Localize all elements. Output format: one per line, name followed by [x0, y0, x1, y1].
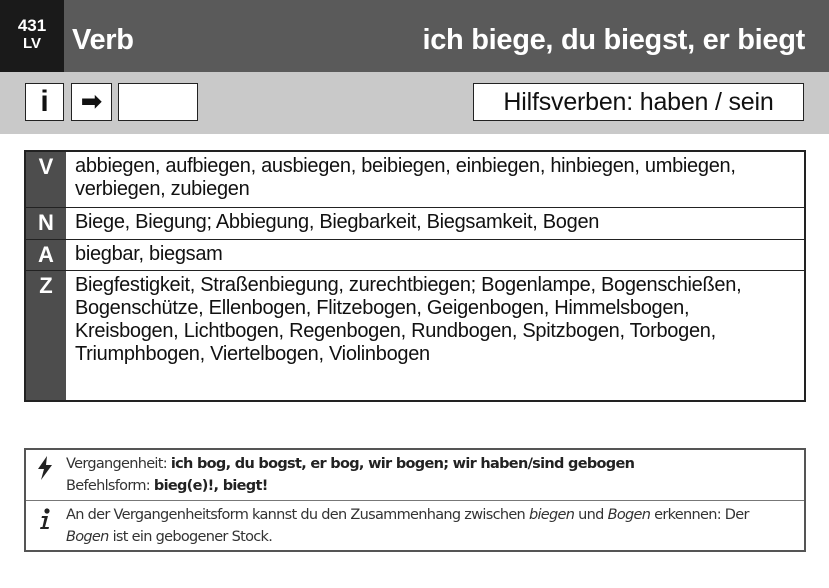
- row-content: abbiegen, aufbiegen, ausbiegen, beibiegen, einbiegen, hinbiegen, umbiegen, verbiegen, zubiegen: [75, 155, 736, 200]
- table-row-adjectives: [26, 240, 804, 271]
- info-text: erkennen: Der: [654, 507, 749, 523]
- row-content: Biege, Biegung; Abbiegung, Biegbarkeit, Biegsamkeit, Bogen: [75, 211, 600, 233]
- info-word: biegen: [528, 507, 575, 523]
- table-row-compounds: [26, 271, 804, 400]
- table-row-verbs: [26, 152, 804, 208]
- card-number: 431: [17, 16, 47, 35]
- past-label: Vergangenheit:: [66, 456, 167, 472]
- empty-box: [118, 83, 198, 121]
- lightning-icon: [26, 450, 64, 500]
- row-letter: V: [26, 152, 66, 207]
- row-letter: A: [26, 240, 66, 270]
- row-content: Biegfestigkeit, Straßenbiegung, zurechtbiegen; Bogenlampe, Bogenschießen, Bogenschütze, Ellenbogen, Flitzebogen, Geigenbogen, Himmelsbogen, Kreisbogen, Lichtbogen, Regenbogen, Rundbogen, Spitzbogen, Torbogen, Triumphbogen, Viertelbogen, Violinbogen: [75, 274, 742, 365]
- info-icon: [26, 501, 64, 550]
- imperative-value: bieg(e)!, biegt!: [153, 478, 268, 494]
- conjugation-title: ich biege, du biegst, er biegt: [422, 24, 805, 56]
- note-row-info: [26, 500, 804, 550]
- card-number-badge: [0, 0, 64, 72]
- info-word: Bogen: [607, 507, 651, 523]
- row-content: biegbar, biegsam: [75, 243, 223, 265]
- note-text-info: [64, 501, 804, 550]
- past-value: ich bog, du bogst, er bog, wir bogen; wir haben/sind gebogen: [170, 456, 635, 472]
- word-family-table: [24, 150, 806, 402]
- info-text: An der Vergangenheitsform kannst du den Zusammenhang zwischen: [66, 507, 526, 523]
- word-class-title: Verb: [72, 24, 134, 56]
- row-letter: Z: [26, 271, 66, 400]
- auxiliary-verbs-box: Hilfsverben: haben / sein: [473, 83, 804, 121]
- table-row-nouns: [26, 208, 804, 240]
- note-row-grammar: [26, 450, 804, 500]
- row-letter: N: [26, 208, 66, 239]
- card-code: LV: [22, 35, 42, 52]
- note-text-grammar: [64, 450, 804, 500]
- info-word: Bogen: [66, 529, 109, 545]
- header-bar: [0, 0, 829, 72]
- info-text: ist ein gebogener Stock.: [112, 529, 273, 545]
- arrow-icon: ➡: [71, 83, 112, 121]
- imperative-label: Befehlsform:: [66, 478, 150, 494]
- info-box: i: [25, 83, 64, 121]
- info-text: und: [578, 507, 604, 523]
- notes-box: [24, 448, 806, 552]
